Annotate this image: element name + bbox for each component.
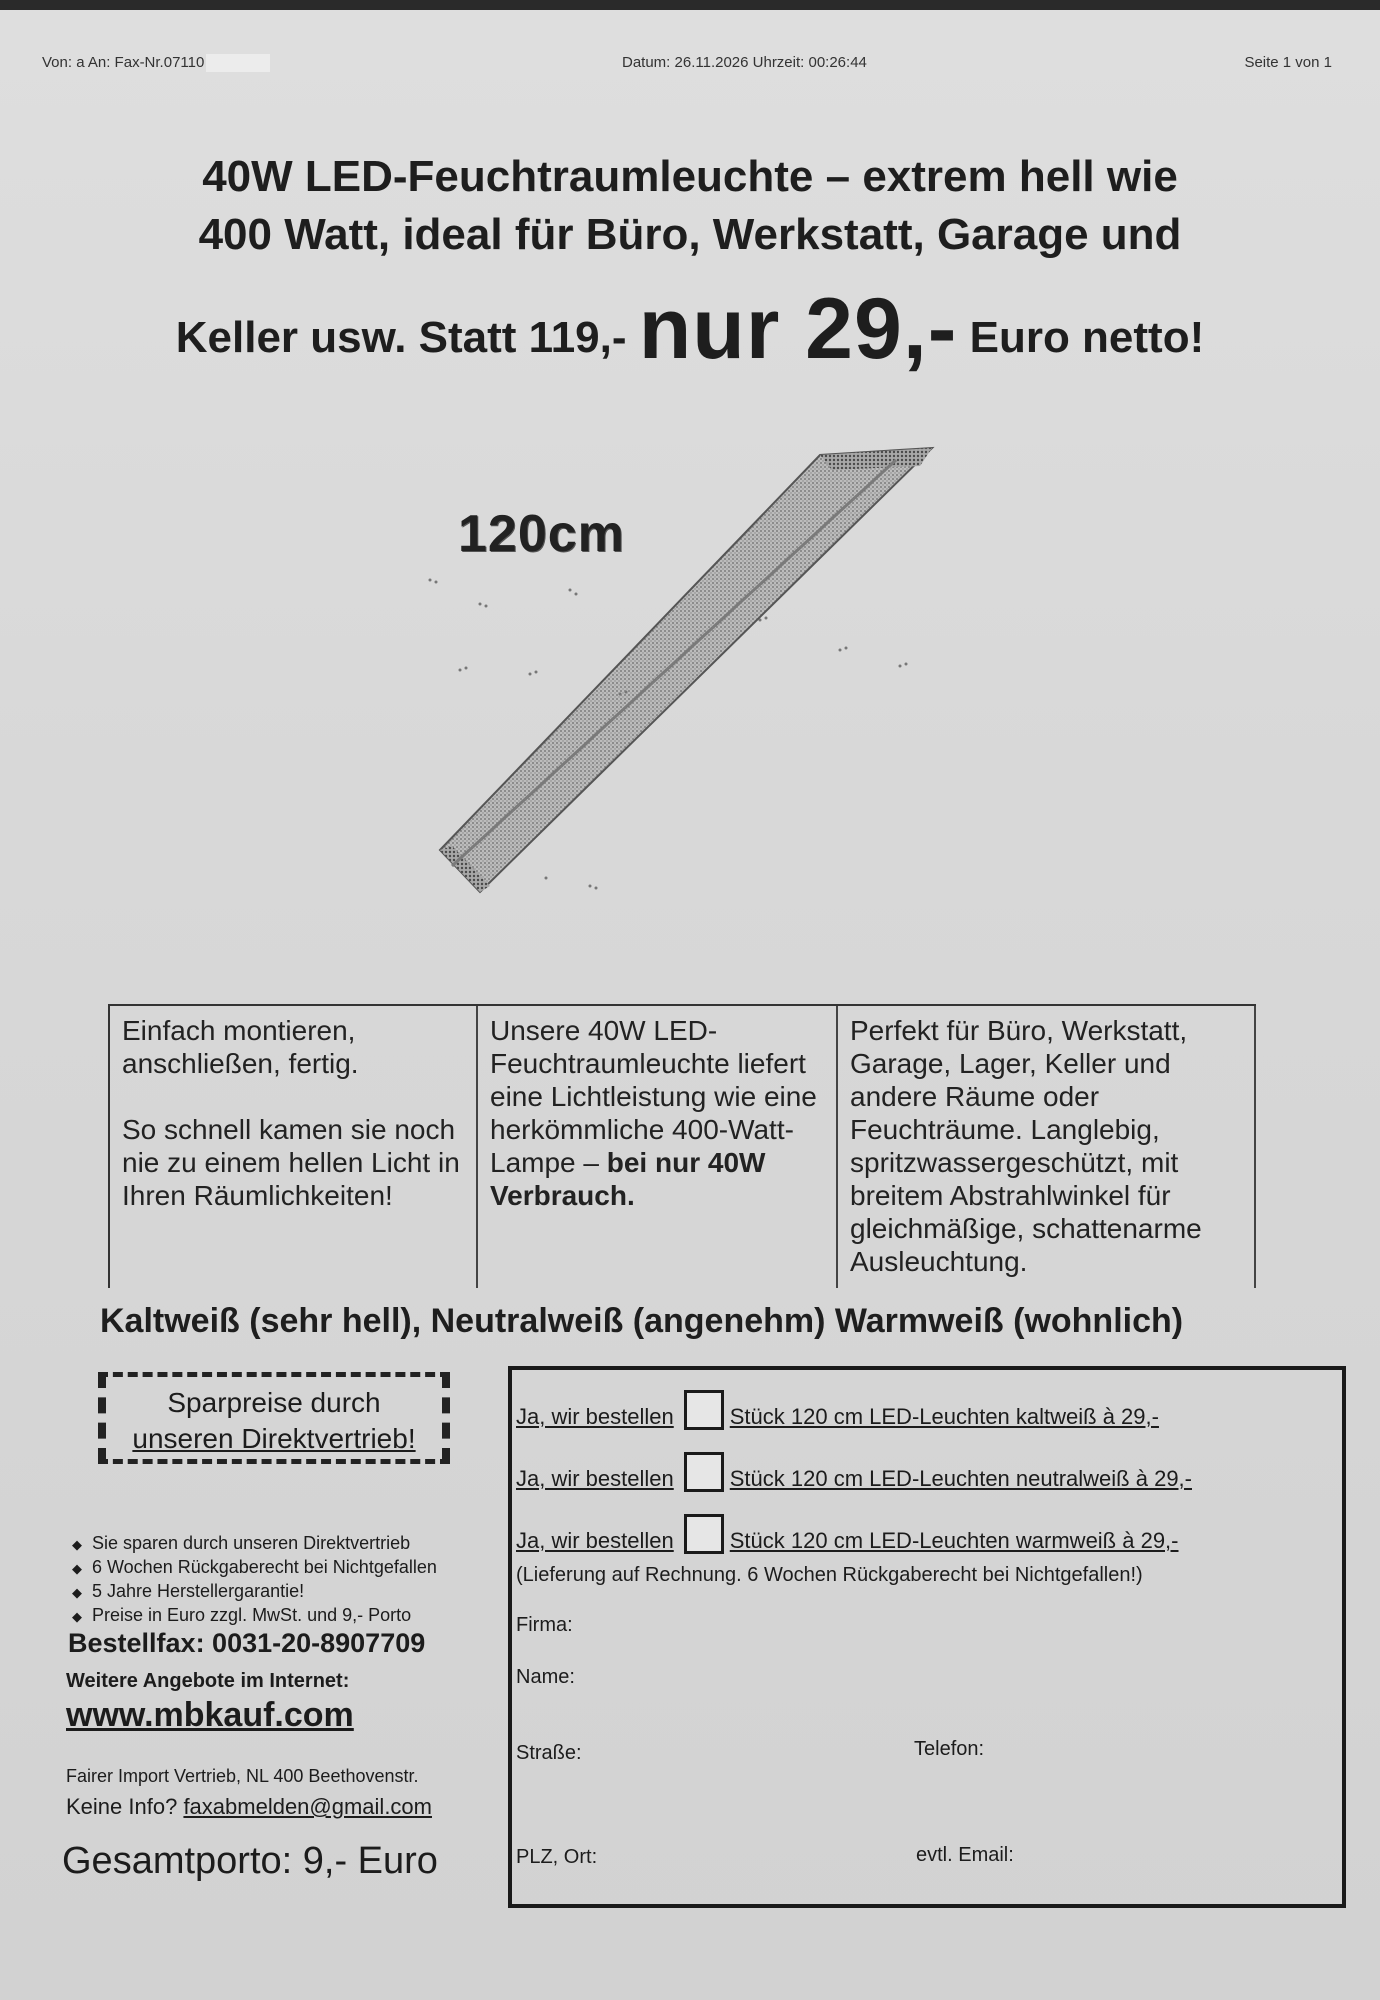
feature-power-bold: bei nur 40W Verbrauch. (490, 1147, 766, 1211)
field-plz-ort[interactable]: PLZ, Ort: (516, 1846, 598, 1868)
field-strasse[interactable]: Straße: (516, 1742, 582, 1764)
feature-usage-text: Perfekt für Büro, Werkstatt, Garage, Lager, Keller und andere Räume oder Feuchträume. Langlebig, spritzwassergeschützt, mit breitem Abstrahlwinkel für gleichmäßige, schattenarme Ausleuchtung. (850, 1015, 1202, 1277)
order-row-label: Stück 120 cm LED-Leuchten kaltweiß à 29,- (729, 1404, 1159, 1429)
headline-new-price: nur 29,- (638, 281, 958, 377)
vendor-address: Fairer Import Vertrieb, NL 400 Beethovenstr. (66, 1766, 419, 1786)
order-row-prefix: Ja, wir bestellen (516, 1466, 674, 1491)
color-options: Kaltweiß (sehr hell), Neutralweiß (angenehm) Warmweiß (wohnlich) (100, 1302, 1184, 1340)
order-row-kaltweiss (516, 1390, 1159, 1430)
optout-line (66, 1794, 432, 1820)
fax-page (0, 10, 1380, 2000)
delivery-note: (Lieferung auf Rechnung. 6 Wochen Rückgaberecht bei Nichtgefallen!) (516, 1564, 1143, 1586)
field-name[interactable]: Name: (516, 1666, 575, 1688)
order-row-neutralweiss (516, 1452, 1192, 1492)
feature-column-usage (838, 1006, 1256, 1288)
order-row-label: Stück 120 cm LED-Leuchten warmweiß à 29,- (729, 1528, 1179, 1553)
website-link[interactable]: www.mbkauf.com (66, 1696, 354, 1734)
lamp-body (440, 448, 932, 892)
benefit-item: ◆ Preise in Euro zzgl. MwSt. und 9,- Porto (72, 1604, 437, 1628)
benefit-item: ◆ 5 Jahre Herstellergarantie! (72, 1580, 437, 1604)
order-form (508, 1366, 1346, 1908)
redacted-fax-number (206, 54, 270, 72)
feature-mounting-text: Einfach montieren, anschließen, fertig. (122, 1015, 359, 1079)
feature-column-power (478, 1006, 838, 1288)
fax-header-page: Seite 1 von 1 (1244, 54, 1332, 71)
promo-line-2: unseren Direktvertrieb! (132, 1423, 416, 1454)
quantity-box-neutralweiss[interactable] (684, 1452, 724, 1492)
quantity-box-kaltweiss[interactable] (684, 1390, 724, 1430)
field-firma[interactable]: Firma: (516, 1614, 573, 1636)
field-telefon[interactable]: Telefon: (914, 1738, 985, 1760)
headline-price-suffix: Euro netto! (969, 313, 1205, 362)
benefit-list (72, 1532, 437, 1628)
order-fax-number: Bestellfax: 0031-20-8907709 (68, 1628, 426, 1658)
feature-power-text: Unsere 40W LED-Feuchtraumleuchte liefert eine Lichtleistung wie eine herkömmliche 400-Watt-Lampe – (490, 1015, 817, 1178)
benefit-item: ◆ Sie sparen durch unseren Direktvertrieb (72, 1532, 437, 1556)
shipping-total: Gesamtporto: 9,- Euro (62, 1840, 438, 1882)
fax-header-from-to (42, 54, 270, 72)
order-row-label: Stück 120 cm LED-Leuchten neutralweiß à 29,- (729, 1466, 1192, 1491)
order-row-prefix: Ja, wir bestellen (516, 1528, 674, 1553)
feature-table (108, 1004, 1256, 1288)
product-size-label: 120cm (458, 505, 625, 563)
headline-line-1: 40W LED-Feuchtraumleuchte – extrem hell wie (202, 152, 1178, 201)
headline-price-line (40, 280, 1340, 379)
optout-email-link[interactable]: faxabmelden@gmail.com (183, 1794, 432, 1819)
fax-header-datetime: Datum: 26.11.2026 Uhrzeit: 00:26:44 (622, 54, 867, 71)
field-email[interactable]: evtl. Email: (916, 1844, 1014, 1866)
more-offers-label: Weitere Angebote im Internet: (66, 1670, 350, 1692)
feature-column-mounting (108, 1006, 478, 1288)
fax-header-from-to-text: Von: a An: Fax-Nr.07110 (42, 54, 205, 71)
quantity-box-warmweiss[interactable] (684, 1514, 724, 1554)
headline-line-2: 400 Watt, ideal für Büro, Werkstatt, Garage und (198, 210, 1182, 259)
headline (60, 148, 1320, 264)
benefit-item: ◆ 6 Wochen Rückgaberecht bei Nichtgefallen (72, 1556, 437, 1580)
optout-label: Keine Info? (66, 1794, 178, 1819)
feature-bright-text: So schnell kamen sie noch nie zu einem hellen Licht in Ihren Räumlichkeiten! (122, 1114, 460, 1211)
led-batten-lamp-icon (420, 430, 980, 910)
headline-old-price: Keller usw. Statt 119,- (175, 313, 627, 362)
order-row-prefix: Ja, wir bestellen (516, 1404, 674, 1429)
promo-line-1: Sparpreise durch (167, 1387, 381, 1418)
promo-box (98, 1372, 450, 1464)
order-row-warmweiss (516, 1514, 1179, 1554)
